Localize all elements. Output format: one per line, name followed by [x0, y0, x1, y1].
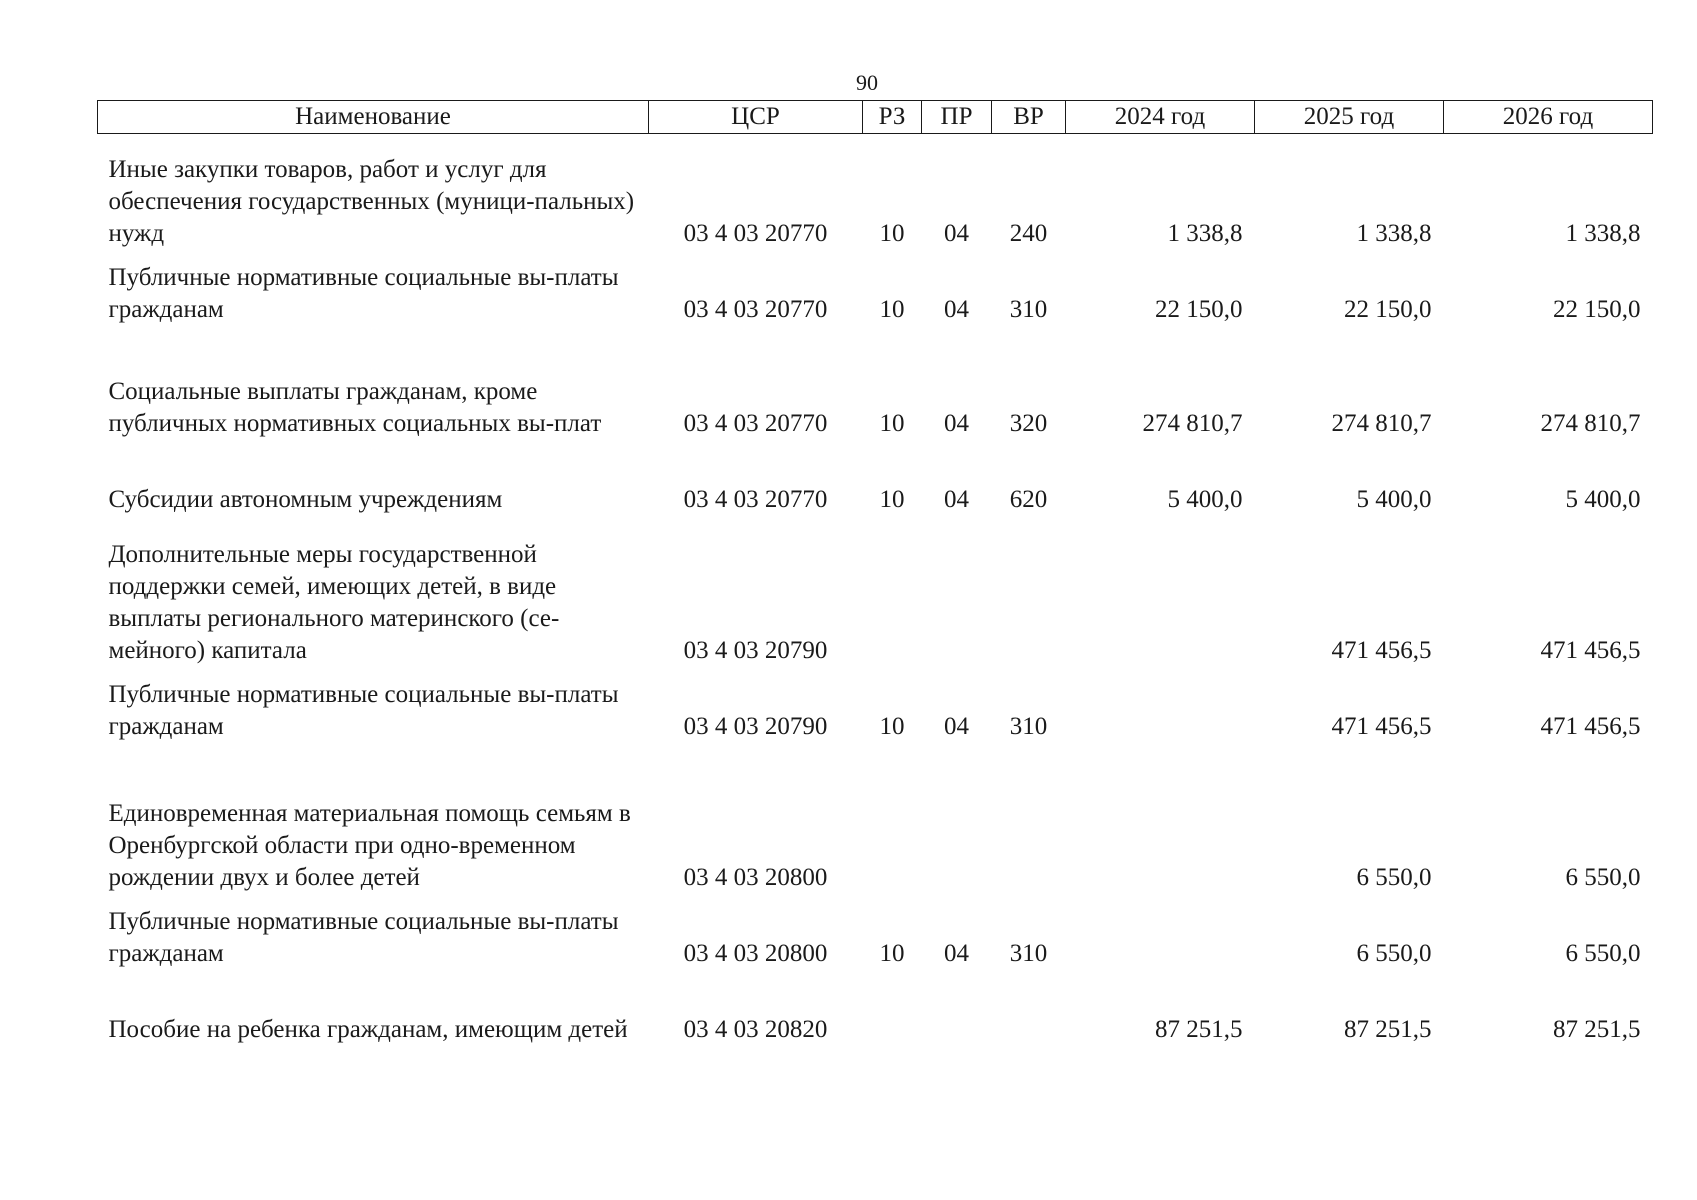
header-2026: 2026 год	[1444, 101, 1653, 134]
header-2024: 2024 год	[1066, 101, 1255, 134]
cell-2026: 87 251,5	[1553, 1016, 1641, 1043]
table-body	[98, 134, 1653, 1047]
cell-2026: 6 550,0	[1565, 864, 1641, 891]
cell-csr: 03 4 03 20820	[683, 1016, 828, 1043]
cell-2025: 274 810,7	[1331, 410, 1432, 437]
cell-rz: 10	[879, 296, 905, 323]
cell-rz: 10	[879, 940, 905, 967]
cell-2024: 274 810,7	[1142, 410, 1243, 437]
cell-rz	[863, 970, 922, 1046]
cell-rz: 10	[879, 713, 905, 740]
cell-csr: 03 4 03 20770	[683, 410, 828, 437]
table-row	[98, 970, 1653, 1046]
table-row	[98, 250, 1653, 326]
cell-2026: 6 550,0	[1565, 940, 1641, 967]
cell-2024: 5 400,0	[1167, 486, 1243, 513]
cell-csr: 03 4 03 20800	[683, 864, 828, 891]
cell-2026: 471 456,5	[1540, 637, 1641, 664]
cell-pr: 04	[944, 296, 969, 323]
cell-vr: 310	[1009, 940, 1048, 967]
header-rz: РЗ	[863, 101, 922, 134]
cell-pr	[922, 970, 992, 1046]
cell-pr: 04	[944, 940, 969, 967]
cell-csr: 03 4 03 20770	[683, 220, 828, 247]
cell-pr: 04	[944, 486, 969, 513]
cell-vr: 620	[1009, 486, 1048, 513]
budget-table	[97, 100, 1653, 1046]
cell-csr: 03 4 03 20770	[683, 296, 828, 323]
cell-2025: 471 456,5	[1331, 637, 1432, 664]
table-row	[98, 743, 1653, 894]
cell-rz	[863, 516, 922, 667]
cell-2025: 87 251,5	[1344, 1016, 1432, 1043]
table-row	[98, 516, 1653, 667]
cell-pr	[922, 516, 992, 667]
header-pr: ПР	[922, 101, 992, 134]
header-vr: ВР	[992, 101, 1066, 134]
cell-vr: 310	[1009, 713, 1048, 740]
table-row	[98, 134, 1653, 251]
cell-2024	[1066, 894, 1255, 970]
cell-2025: 22 150,0	[1344, 296, 1432, 323]
cell-pr: 04	[944, 220, 969, 247]
cell-2024: 22 150,0	[1155, 296, 1243, 323]
cell-2026: 5 400,0	[1565, 486, 1641, 513]
cell-name: Публичные нормативные социальные вы-платы гражданам	[108, 908, 619, 967]
cell-csr: 03 4 03 20770	[683, 486, 828, 513]
cell-csr: 03 4 03 20790	[683, 713, 828, 740]
cell-2026: 1 338,8	[1565, 220, 1641, 247]
cell-2024: 1 338,8	[1167, 220, 1243, 247]
cell-2024	[1066, 667, 1255, 743]
cell-name: Единовременная материальная помощь семьям в Оренбургской области при одно-временном рождении двух и более детей	[108, 800, 631, 891]
table-row	[98, 440, 1653, 516]
table-row	[98, 894, 1653, 970]
cell-name: Субсидии автономным учреждениям	[108, 486, 503, 513]
cell-vr	[992, 743, 1066, 894]
cell-name: Публичные нормативные социальные вы-платы гражданам	[108, 681, 619, 740]
table-header	[98, 101, 1653, 134]
cell-rz	[863, 743, 922, 894]
cell-2025: 1 338,8	[1356, 220, 1432, 247]
header-csr: ЦСР	[649, 101, 863, 134]
cell-csr: 03 4 03 20800	[683, 940, 828, 967]
cell-2024: 87 251,5	[1155, 1016, 1243, 1043]
cell-vr: 320	[1009, 410, 1048, 437]
cell-pr: 04	[944, 713, 969, 740]
cell-name: Пособие на ребенка гражданам, имеющим детей	[108, 1016, 628, 1043]
cell-pr	[922, 743, 992, 894]
header-2025: 2025 год	[1255, 101, 1444, 134]
cell-2026: 274 810,7	[1540, 410, 1641, 437]
cell-rz: 10	[879, 486, 905, 513]
cell-2024	[1066, 516, 1255, 667]
cell-2025: 6 550,0	[1356, 864, 1432, 891]
header-row	[98, 101, 1653, 134]
cell-name: Публичные нормативные социальные вы-платы гражданам	[108, 264, 619, 323]
cell-2025: 471 456,5	[1331, 713, 1432, 740]
cell-2025: 6 550,0	[1356, 940, 1432, 967]
cell-name: Социальные выплаты гражданам, кроме публичных нормативных социальных вы-плат	[108, 378, 602, 437]
cell-name: Иные закупки товаров, работ и услуг для обеспечения государственных (муници-пальных) нужд	[108, 156, 635, 247]
cell-rz: 10	[879, 220, 905, 247]
cell-vr	[992, 516, 1066, 667]
table-row	[98, 667, 1653, 743]
cell-name: Дополнительные меры государственной поддержки семей, имеющих детей, в виде выплаты регионального материнского (се-мейного) капитала	[108, 541, 560, 664]
cell-2025: 5 400,0	[1356, 486, 1432, 513]
cell-vr: 240	[1009, 220, 1048, 247]
cell-vr	[992, 970, 1066, 1046]
cell-rz: 10	[879, 410, 905, 437]
cell-2026: 22 150,0	[1553, 296, 1641, 323]
header-name: Наименование	[98, 101, 649, 134]
table-row	[98, 326, 1653, 440]
cell-csr: 03 4 03 20790	[683, 637, 828, 664]
cell-2024	[1066, 743, 1255, 894]
page-number: 90	[856, 70, 878, 95]
cell-pr: 04	[944, 410, 969, 437]
cell-2026: 471 456,5	[1540, 713, 1641, 740]
cell-vr: 310	[1009, 296, 1048, 323]
